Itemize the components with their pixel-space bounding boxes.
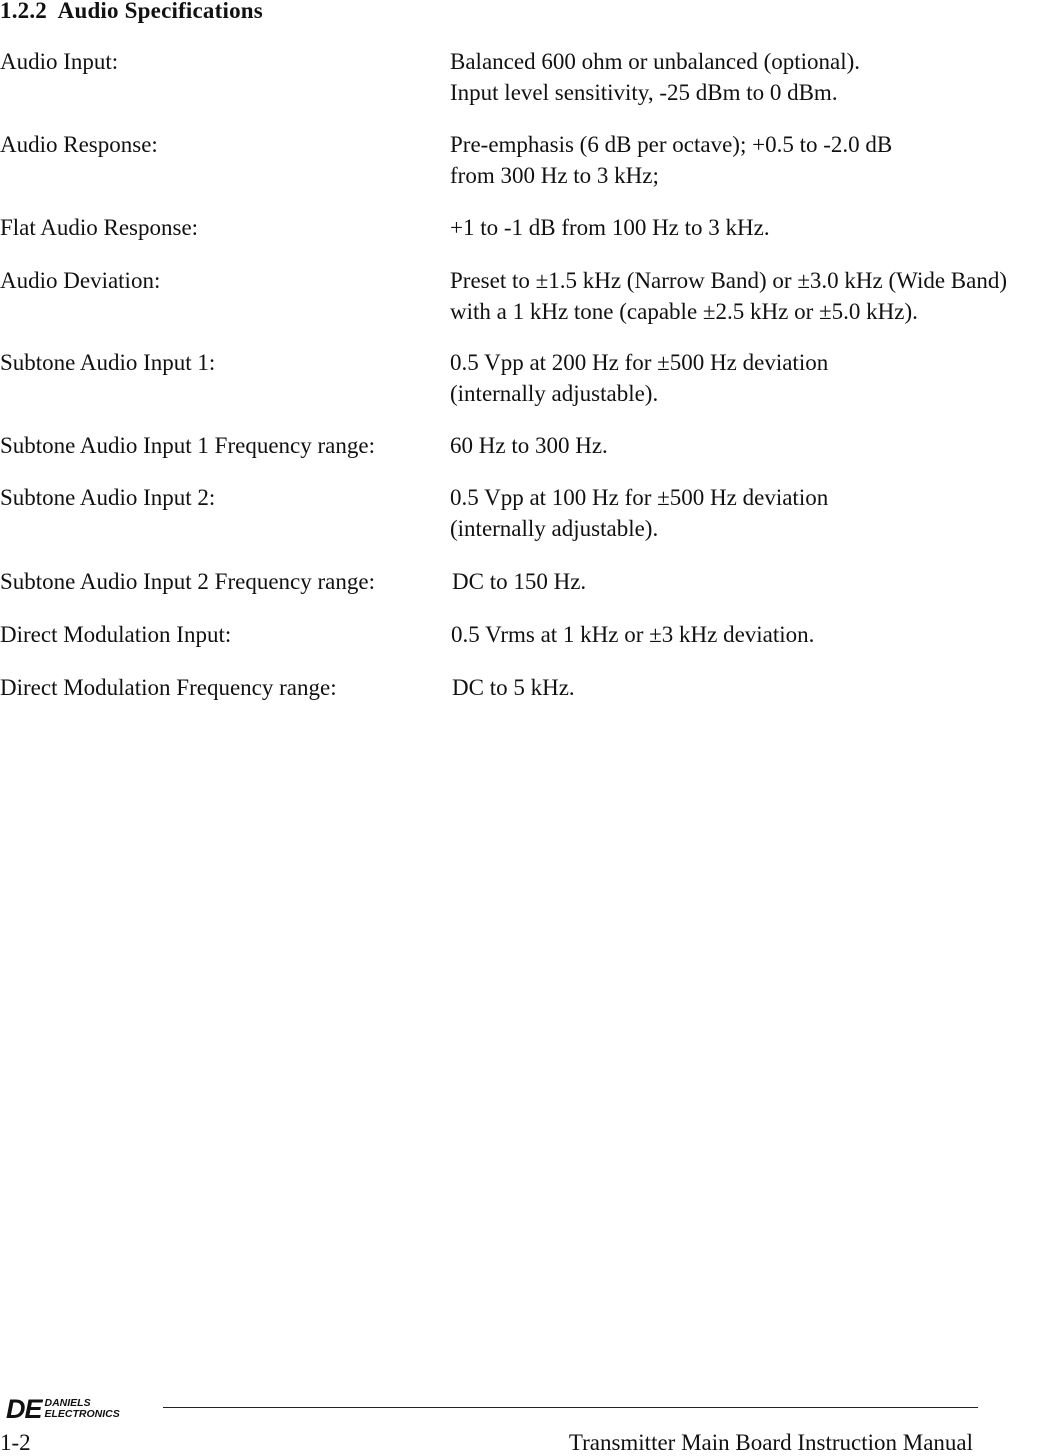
spec-label: Direct Modulation Frequency range: (0, 675, 337, 700)
spec-value-line: Balanced 600 ohm or unbalanced (optional). (450, 49, 861, 74)
spec-value-line: from 300 Hz to 3 kHz; (450, 163, 659, 188)
spec-value-line: DC to 150 Hz. (452, 569, 587, 594)
spec-label: Subtone Audio Input 1: (0, 350, 216, 375)
spec-value-line: +1 to -1 dB from 100 Hz to 3 kHz. (450, 215, 770, 240)
spec-value-line: 0.5 Vpp at 200 Hz for ±500 Hz deviation (450, 350, 829, 375)
spec-label: Subtone Audio Input 2 Frequency range: (0, 569, 375, 594)
spec-label: Flat Audio Response: (0, 215, 199, 240)
section-heading: Audio Specifications (57, 0, 263, 23)
section-number: 1.2.2 (0, 0, 47, 23)
spec-value (450, 430, 608, 461)
footer-divider (163, 1407, 978, 1408)
spec-value-line: Preset to ±1.5 kHz (Narrow Band) or ±3.0 kHz (Wide Band) (450, 268, 1008, 293)
spec-value-line: DC to 5 kHz. (452, 675, 575, 700)
spec-label: Audio Response: (0, 132, 158, 157)
spec-value-line: (internally adjustable). (450, 516, 659, 541)
logo-mark: DE (6, 1393, 42, 1424)
logo-line-electronics: ELECTRONICS (44, 1408, 120, 1420)
spec-value (450, 129, 892, 191)
spec-value-line: 0.5 Vrms at 1 kHz or ±3 kHz deviation. (451, 622, 815, 647)
company-logo (6, 1394, 120, 1424)
spec-label: Audio Input: (0, 49, 119, 74)
spec-value (452, 566, 586, 597)
spec-value (452, 672, 575, 703)
spec-value-line: 0.5 Vpp at 100 Hz for ±500 Hz deviation (450, 485, 829, 510)
spec-value-line: (internally adjustable). (450, 381, 659, 406)
section-title (0, 0, 263, 24)
spec-label: Direct Modulation Input: (0, 622, 232, 647)
spec-value (450, 46, 860, 108)
spec-value (450, 212, 770, 243)
spec-label: Audio Deviation: (0, 268, 161, 293)
spec-value (450, 347, 828, 409)
page-number: 1-2 (0, 1430, 31, 1455)
spec-value (450, 482, 828, 544)
logo-wordmark (45, 1398, 120, 1420)
spec-label: Subtone Audio Input 1 Frequency range: (0, 433, 375, 458)
spec-value-line: with a 1 kHz tone (capable ±2.5 kHz or ±5.0 kHz). (450, 299, 918, 324)
spec-value (451, 619, 814, 650)
manual-title: Transmitter Main Board Instruction Manual (568, 1430, 973, 1455)
spec-value (450, 265, 1007, 327)
spec-value-line: Input level sensitivity, -25 dBm to 0 dBm. (450, 80, 838, 105)
spec-label: Subtone Audio Input 2: (0, 485, 216, 510)
logo-line-daniels: DANIELS (44, 1397, 91, 1409)
spec-value-line: Pre-emphasis (6 dB per octave); +0.5 to -2.0 dB (450, 132, 893, 157)
spec-value-line: 60 Hz to 300 Hz. (450, 433, 608, 458)
